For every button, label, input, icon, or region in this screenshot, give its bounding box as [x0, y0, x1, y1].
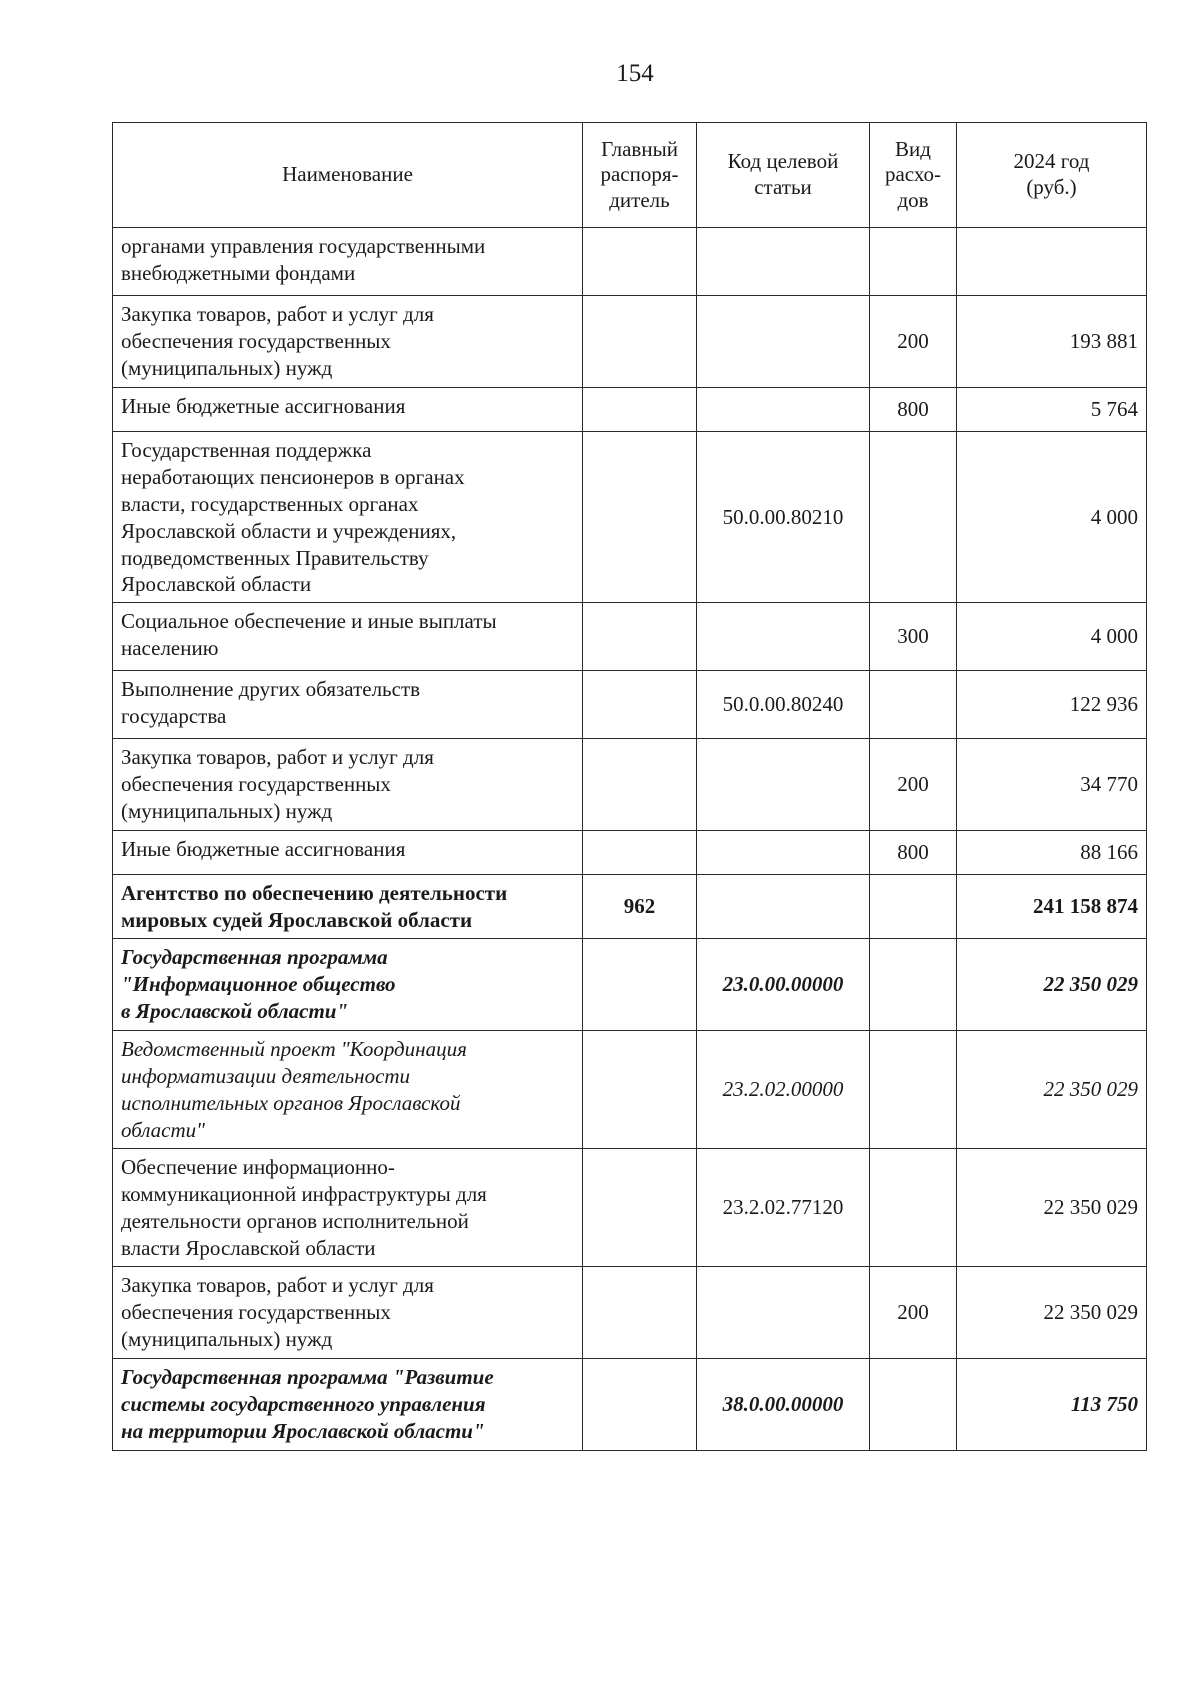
- row-name-cell: [113, 388, 583, 432]
- row-amount-cell: [957, 831, 1147, 875]
- row-name-cell: [113, 603, 583, 671]
- row-amount-cell: [957, 432, 1147, 603]
- row-name-cell: [113, 875, 583, 939]
- row-amount-cell: [957, 739, 1147, 831]
- row-amount-text: 113 750: [1070, 1392, 1138, 1417]
- row-manager-cell: [583, 875, 697, 939]
- row-target-code-cell: [697, 831, 870, 875]
- row-expense-type-cell: [870, 1031, 957, 1149]
- row-name-cell: [113, 939, 583, 1031]
- row-expense-type-text: 200: [897, 329, 929, 354]
- row-amount-text: 241 158 874: [1033, 894, 1138, 919]
- row-target-code-text: 38.0.00.00000: [722, 1392, 844, 1417]
- row-target-code-cell: [697, 432, 870, 603]
- row-expense-type-cell: [870, 603, 957, 671]
- column-header-target-code: Код целевой статьи: [697, 123, 870, 228]
- row-amount-cell: [957, 388, 1147, 432]
- table-row: [113, 875, 1147, 939]
- row-expense-type-text: 300: [897, 624, 929, 649]
- table-row: [113, 228, 1147, 296]
- table-body: [113, 228, 1147, 1451]
- row-amount-cell: [957, 1359, 1147, 1451]
- row-name-cell: [113, 671, 583, 739]
- row-manager-cell: [583, 739, 697, 831]
- table-row: [113, 1149, 1147, 1267]
- row-target-code-cell: [697, 671, 870, 739]
- row-amount-cell: [957, 1031, 1147, 1149]
- row-amount-cell: [957, 875, 1147, 939]
- row-manager-cell: [583, 939, 697, 1031]
- row-target-code-text: 23.2.02.77120: [722, 1195, 844, 1220]
- row-expense-type-text: 800: [897, 397, 929, 422]
- table-row: [113, 432, 1147, 603]
- row-amount-text: 22 350 029: [1043, 1077, 1138, 1102]
- row-expense-type-cell: [870, 296, 957, 388]
- row-manager-cell: [583, 831, 697, 875]
- row-manager-text: 962: [623, 894, 656, 919]
- row-amount-cell: [957, 228, 1147, 296]
- table-row: [113, 1359, 1147, 1451]
- row-name-cell: [113, 296, 583, 388]
- row-manager-cell: [583, 296, 697, 388]
- table-row: [113, 1031, 1147, 1149]
- table-row: [113, 388, 1147, 432]
- table-row: [113, 1267, 1147, 1359]
- row-expense-type-cell: [870, 1359, 957, 1451]
- row-amount-cell: [957, 671, 1147, 739]
- table-row: [113, 739, 1147, 831]
- row-name-text: Иные бюджетные ассигнования: [121, 837, 406, 862]
- column-header-expense-type: Вид расхо- дов: [870, 123, 957, 228]
- row-name-text: Государственная поддержка неработающих пенсионеров в органах власти, государственных органах Ярославской области и учреждениях, подведомственных Правительству Ярославской области: [121, 438, 465, 597]
- row-expense-type-cell: [870, 1267, 957, 1359]
- row-name-text: Агентство по обеспечению деятельности мировых судей Ярославской области: [121, 881, 508, 933]
- table-row: [113, 831, 1147, 875]
- row-target-code-cell: [697, 739, 870, 831]
- row-manager-cell: [583, 432, 697, 603]
- table-row: [113, 939, 1147, 1031]
- row-manager-cell: [583, 1267, 697, 1359]
- row-name-text: Закупка товаров, работ и услуг для обеспечения государственных (муниципальных) нужд: [121, 1273, 434, 1351]
- row-amount-cell: [957, 603, 1147, 671]
- row-expense-type-cell: [870, 388, 957, 432]
- row-name-text: Иные бюджетные ассигнования: [121, 394, 406, 418]
- row-amount-text: 193 881: [1069, 329, 1138, 354]
- row-amount-text: 4 000: [1090, 504, 1138, 529]
- row-amount-text: 5 764: [1090, 397, 1138, 422]
- row-target-code-cell: [697, 1359, 870, 1451]
- row-name-text: Выполнение других обязательств государства: [121, 677, 421, 729]
- row-name-cell: [113, 1031, 583, 1149]
- row-name-cell: [113, 432, 583, 603]
- row-target-code-text: 23.0.00.00000: [722, 972, 844, 997]
- row-name-text: Ведомственный проект "Координация информатизации деятельности исполнительных органов Ярославской области": [121, 1037, 467, 1142]
- column-header-name: Наименование: [113, 123, 583, 228]
- row-amount-text: 34 770: [1080, 772, 1138, 797]
- row-amount-text: 22 350 029: [1043, 972, 1138, 997]
- row-name-cell: [113, 739, 583, 831]
- row-manager-cell: [583, 1031, 697, 1149]
- row-name-cell: [113, 1359, 583, 1451]
- row-amount-text: 88 166: [1080, 840, 1138, 865]
- table-row: [113, 603, 1147, 671]
- row-target-code-cell: [697, 296, 870, 388]
- row-manager-cell: [583, 228, 697, 296]
- row-target-code-cell: [697, 875, 870, 939]
- row-amount-text: 22 350 029: [1043, 1300, 1138, 1325]
- row-amount-text: 22 350 029: [1043, 1195, 1138, 1220]
- row-name-cell: [113, 228, 583, 296]
- row-name-text: Государственная программа "Развитие системы государственного управления на территории Ярославской области": [121, 1365, 494, 1443]
- row-target-code-cell: [697, 939, 870, 1031]
- row-manager-cell: [583, 1359, 697, 1451]
- table-row: [113, 296, 1147, 388]
- row-amount-cell: [957, 1149, 1147, 1267]
- row-expense-type-cell: [870, 1149, 957, 1267]
- row-manager-cell: [583, 671, 697, 739]
- row-target-code-cell: [697, 603, 870, 671]
- row-expense-type-cell: [870, 739, 957, 831]
- row-target-code-cell: [697, 1267, 870, 1359]
- row-name-text: органами управления государственными внебюджетными фондами: [121, 234, 486, 285]
- row-expense-type-text: 800: [897, 840, 929, 865]
- row-manager-cell: [583, 603, 697, 671]
- row-name-cell: [113, 831, 583, 875]
- table-row: [113, 671, 1147, 739]
- row-name-text: Обеспечение информационно- коммуникационной инфраструктуры для деятельности органов исполнительной власти Ярославской области: [121, 1155, 487, 1260]
- row-name-text: Закупка товаров, работ и услуг для обеспечения государственных (муниципальных) нужд: [121, 745, 434, 823]
- row-target-code-text: 50.0.00.80210: [722, 504, 844, 529]
- row-name-text: Закупка товаров, работ и услуг для обеспечения государственных (муниципальных) нужд: [121, 302, 434, 380]
- row-amount-cell: [957, 296, 1147, 388]
- row-expense-type-text: 200: [897, 772, 929, 797]
- row-name-cell: [113, 1267, 583, 1359]
- row-expense-type-cell: [870, 875, 957, 939]
- row-amount-cell: [957, 939, 1147, 1031]
- row-manager-cell: [583, 1149, 697, 1267]
- row-amount-text: 122 936: [1069, 692, 1138, 717]
- row-expense-type-cell: [870, 671, 957, 739]
- row-target-code-cell: [697, 1031, 870, 1149]
- row-name-text: Социальное обеспечение и иные выплаты населению: [121, 609, 497, 661]
- row-expense-type-cell: [870, 939, 957, 1031]
- row-expense-type-cell: [870, 432, 957, 603]
- row-expense-type-text: 200: [897, 1300, 929, 1325]
- row-name-text: Государственная программа "Информационное общество в Ярославской области": [121, 945, 396, 1023]
- budget-table: [112, 122, 1147, 1451]
- page-number: 154: [616, 60, 654, 87]
- row-amount-cell: [957, 1267, 1147, 1359]
- row-expense-type-cell: [870, 831, 957, 875]
- row-target-code-cell: [697, 1149, 870, 1267]
- row-target-code-text: 23.2.02.00000: [722, 1077, 844, 1102]
- column-header-amount-2024: 2024 год (руб.): [957, 123, 1147, 228]
- row-target-code-text: 50.0.00.80240: [722, 692, 844, 717]
- table-header-row: [113, 123, 1147, 228]
- row-target-code-cell: [697, 388, 870, 432]
- column-header-manager: Главный распоря- дитель: [583, 123, 697, 228]
- row-manager-cell: [583, 388, 697, 432]
- row-name-cell: [113, 1149, 583, 1267]
- row-amount-text: 4 000: [1090, 624, 1138, 649]
- row-expense-type-cell: [870, 228, 957, 296]
- row-target-code-cell: [697, 228, 870, 296]
